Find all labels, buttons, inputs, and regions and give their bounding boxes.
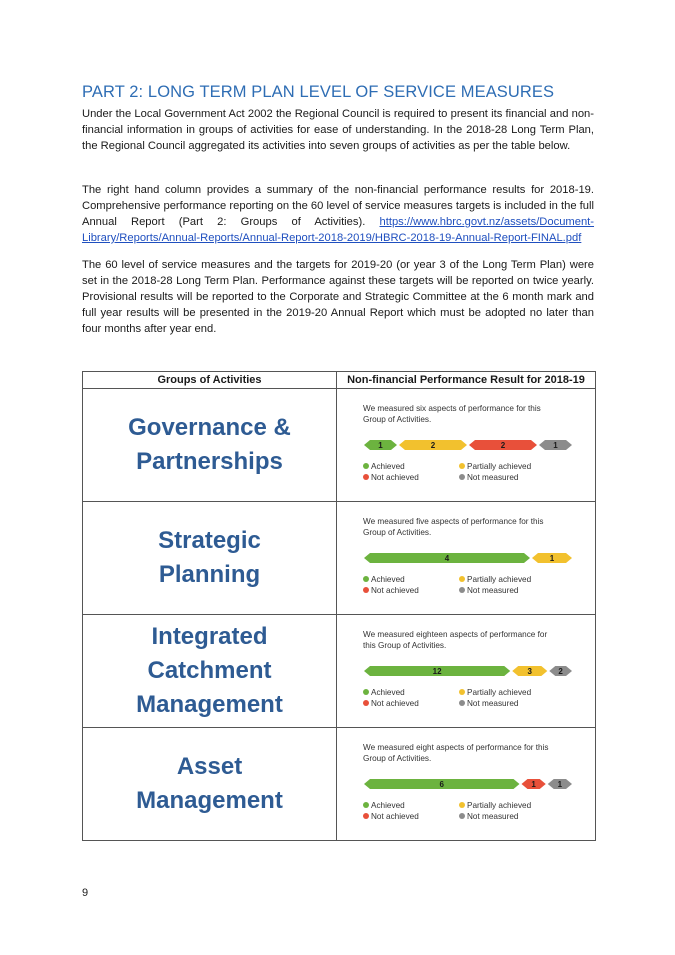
legend-partial: Partially achieved (459, 800, 555, 811)
summary-paragraph (82, 182, 594, 246)
summary-paragraph-text: The right hand column provides a summary of the non-financial performance results for 2018-19. Comprehensive performance reporting on the 60 level of service measures targets is included in the full Annual Report (Part 2: Groups of Activities). (82, 184, 594, 228)
not-measured-dot-icon (459, 587, 465, 593)
legend-partial: Partially achieved (459, 574, 555, 585)
group-name (83, 389, 337, 502)
result-legend (363, 687, 573, 709)
achieved-dot-icon (363, 802, 369, 808)
result-summary: We measured five aspects of performance for this Group of Activities. (363, 517, 544, 537)
result-bar (363, 776, 573, 792)
header-groups-of-activities: Groups of Activities (83, 372, 337, 389)
legend-not-achieved: Not achieved (363, 472, 459, 483)
bar-segment-label: 1 (531, 780, 536, 789)
not-achieved-dot-icon (363, 700, 369, 706)
not-measured-dot-icon (459, 474, 465, 480)
partial-dot-icon (459, 802, 465, 808)
result-bar (363, 437, 573, 453)
partial-dot-icon (459, 463, 465, 469)
bar-segment-label: 6 (439, 780, 444, 789)
table-row (83, 615, 596, 728)
partial-dot-icon (459, 576, 465, 582)
result-bar (363, 550, 573, 566)
achieved-dot-icon (363, 463, 369, 469)
result-cell (337, 728, 596, 841)
annual-report-link[interactable]: https://www.hbrc.govt.nz/assets/Document-Library/Reports/Annual-Reports/Annual-Report-2018-2019/HBRC-2018-19-Annual-Report-FINAL.pdf (82, 216, 595, 244)
result-legend (363, 461, 573, 483)
legend-achieved: Achieved (363, 687, 459, 698)
header-performance-result: Non-financial Performance Result for 2018-19 (337, 372, 596, 389)
table-row (83, 502, 596, 615)
legend-not-achieved: Not achieved (363, 585, 459, 596)
table-header-row (83, 372, 596, 389)
bar-segment-label: 1 (549, 554, 555, 563)
not-measured-dot-icon (459, 700, 465, 706)
bar-segment-label: 12 (432, 667, 442, 676)
result-summary: We measured eighteen aspects of performance for this Group of Activities. (363, 630, 548, 650)
legend-partial: Partially achieved (459, 461, 555, 472)
group-name (83, 615, 337, 728)
group-name-text: Integrated Catchment Management (136, 623, 283, 718)
legend-not-measured: Not measured (459, 585, 555, 596)
not-achieved-dot-icon (363, 474, 369, 480)
page-number: 9 (82, 887, 89, 899)
legend-not-measured: Not measured (459, 698, 555, 709)
result-summary: We measured eight aspects of performance for this Group of Activities. (363, 743, 549, 763)
not-achieved-dot-icon (363, 587, 369, 593)
group-name-text: Governance & Partnerships (128, 414, 291, 475)
groups-of-activities-table (82, 371, 596, 841)
group-name (83, 728, 337, 841)
result-legend (363, 800, 573, 822)
not-measured-dot-icon (459, 813, 465, 819)
achieved-dot-icon (363, 689, 369, 695)
achieved-dot-icon (363, 576, 369, 582)
bar-segment-label: 1 (553, 441, 558, 450)
bar-segment-label: 4 (444, 554, 450, 563)
result-cell (337, 615, 596, 728)
legend-achieved: Achieved (363, 461, 459, 472)
bar-segment-label: 1 (557, 780, 563, 789)
result-cell (337, 389, 596, 502)
bar-segment-label: 2 (500, 441, 506, 450)
bar-segment-label: 1 (378, 441, 383, 450)
legend-not-achieved: Not achieved (363, 811, 459, 822)
group-name (83, 502, 337, 615)
legend-partial: Partially achieved (459, 687, 555, 698)
result-summary: We measured six aspects of performance for this Group of Activities. (363, 404, 541, 424)
legend-achieved: Achieved (363, 800, 459, 811)
partial-dot-icon (459, 689, 465, 695)
bar-segment-label: 2 (558, 667, 563, 676)
group-name-text: Strategic Planning (158, 527, 261, 588)
result-legend (363, 574, 573, 596)
group-name-text: Asset Management (136, 753, 283, 814)
result-cell (337, 502, 596, 615)
legend-achieved: Achieved (363, 574, 459, 585)
legend-not-measured: Not measured (459, 472, 555, 483)
legend-not-measured: Not measured (459, 811, 555, 822)
section-heading: PART 2: LONG TERM PLAN LEVEL OF SERVICE MEASURES (82, 83, 555, 101)
table-row (83, 728, 596, 841)
targets-paragraph: The 60 level of service measures and the targets for 2019-20 (or year 3 of the Long Term Plan) were set in the 2018-28 Long Term Plan. Performance against these targets will be reported on twice yearly. Provisional results will be reported to the Corporate and Strategic Committee at the 6 month mark and full year results will be presented in the 2019-20 Annual Report which must be adopted no later than four months after year end. (82, 259, 594, 335)
intro-paragraph: Under the Local Government Act 2002 the Regional Council is required to present its financial and non-financial information in groups of activities for ease of understanding. In the 2018-28 Long Term Plan, the Regional Council aggregated its activities into seven groups of activities as per the table below. (82, 108, 594, 152)
bar-segment-label: 2 (430, 441, 436, 450)
legend-not-achieved: Not achieved (363, 698, 459, 709)
table-row (83, 389, 596, 502)
bar-segment-label: 3 (527, 667, 532, 676)
result-bar (363, 663, 573, 679)
not-achieved-dot-icon (363, 813, 369, 819)
